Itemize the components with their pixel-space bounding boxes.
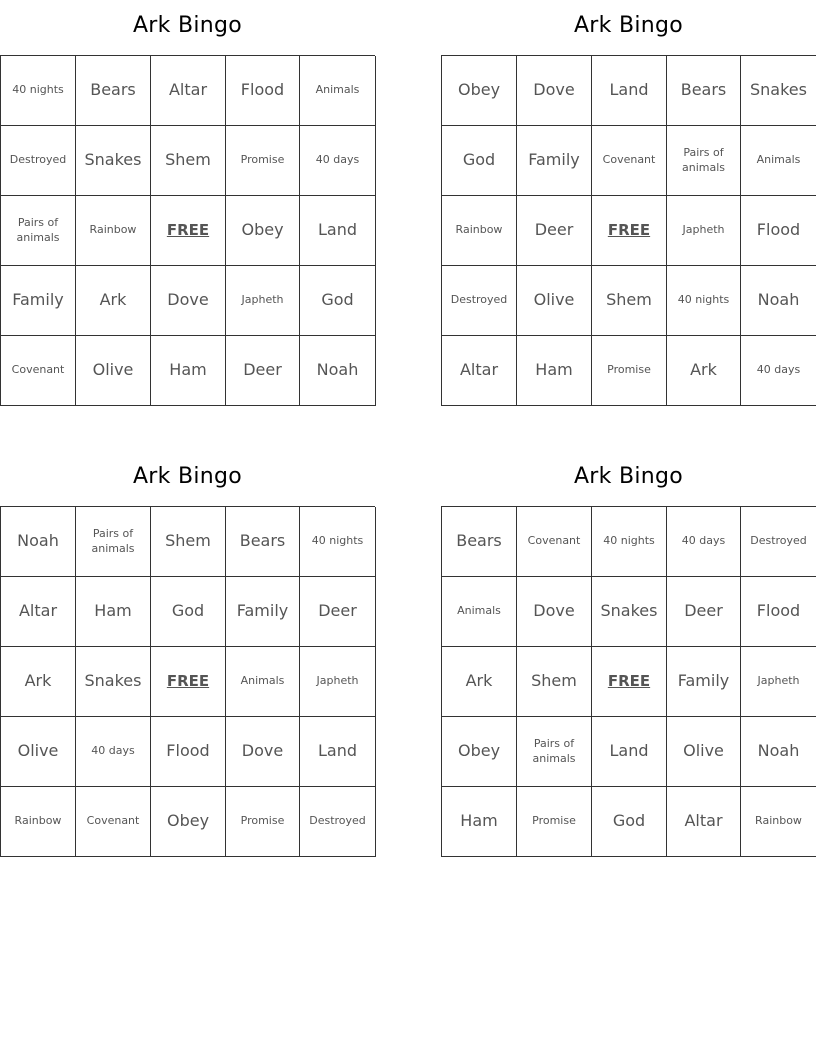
bingo-cell: Bears (442, 507, 517, 577)
bingo-cell: Ark (667, 336, 741, 406)
card-title: Ark Bingo (132, 464, 243, 489)
bingo-cell: Dove (517, 577, 592, 647)
bingo-cell: Animals (442, 577, 517, 647)
bingo-cell: Olive (667, 717, 741, 787)
bingo-cell: Altar (667, 787, 741, 857)
free-space-cell: FREE (592, 196, 667, 266)
bingo-cell: Deer (517, 196, 592, 266)
bingo-cell: Rainbow (442, 196, 517, 266)
bingo-cell: Flood (151, 717, 226, 787)
bingo-cell: Animals (226, 647, 300, 717)
bingo-cell: Olive (76, 336, 151, 406)
bingo-cell: Land (592, 56, 667, 126)
bingo-cell: 40 nights (592, 507, 667, 577)
bingo-cell: Destroyed (1, 126, 76, 196)
bingo-cell: 40 days (300, 126, 376, 196)
bingo-cell: God (151, 577, 226, 647)
free-space-cell: FREE (592, 647, 667, 717)
bingo-cell: Olive (517, 266, 592, 336)
bingo-cell: Shem (592, 266, 667, 336)
bingo-cell: Rainbow (741, 787, 816, 857)
bingo-cell: Flood (226, 56, 300, 126)
bingo-cell: 40 days (741, 336, 816, 406)
bingo-grid (0, 55, 375, 406)
bingo-cell: Pairs of animals (1, 196, 76, 266)
bingo-cell: Destroyed (300, 787, 376, 857)
bingo-cell: Rainbow (76, 196, 151, 266)
bingo-cell: God (592, 787, 667, 857)
card-title: Ark Bingo (573, 13, 684, 38)
bingo-cell: Pairs of animals (76, 507, 151, 577)
bingo-cell: 40 days (667, 507, 741, 577)
bingo-cell: Olive (1, 717, 76, 787)
bingo-cell: Covenant (592, 126, 667, 196)
card-title: Ark Bingo (573, 464, 684, 489)
bingo-cell: Dove (226, 717, 300, 787)
bingo-cell: Dove (151, 266, 226, 336)
bingo-cell: Covenant (76, 787, 151, 857)
bingo-cell: Destroyed (442, 266, 517, 336)
bingo-cell: Family (667, 647, 741, 717)
bingo-cell: 40 days (76, 717, 151, 787)
bingo-cell: Snakes (76, 647, 151, 717)
bingo-cell: 40 nights (667, 266, 741, 336)
bingo-cell: Ham (151, 336, 226, 406)
bingo-cell: Animals (741, 126, 816, 196)
bingo-cell: Ham (76, 577, 151, 647)
bingo-cell: Shem (517, 647, 592, 717)
bingo-cell: Ham (517, 336, 592, 406)
bingo-grid (441, 506, 816, 857)
bingo-cell: Altar (442, 336, 517, 406)
bingo-cell: Animals (300, 56, 376, 126)
bingo-cell: Pairs of animals (667, 126, 741, 196)
bingo-cell: Japheth (667, 196, 741, 266)
bingo-cell: Obey (226, 196, 300, 266)
bingo-cell: Deer (667, 577, 741, 647)
bingo-cell: Snakes (741, 56, 816, 126)
bingo-cell: Altar (151, 56, 226, 126)
bingo-cell: Land (592, 717, 667, 787)
bingo-cell: Deer (226, 336, 300, 406)
free-space-cell: FREE (151, 196, 226, 266)
bingo-cell: Ark (1, 647, 76, 717)
bingo-cell: Bears (667, 56, 741, 126)
bingo-cell: Promise (226, 787, 300, 857)
bingo-cell: Promise (592, 336, 667, 406)
bingo-cell: Noah (1, 507, 76, 577)
bingo-cell: Deer (300, 577, 376, 647)
bingo-cell: Shem (151, 126, 226, 196)
bingo-cell: Obey (151, 787, 226, 857)
bingo-cell: Ark (442, 647, 517, 717)
bingo-cell: Bears (76, 56, 151, 126)
bingo-cell: God (442, 126, 517, 196)
bingo-cell: Ark (76, 266, 151, 336)
bingo-cell: Noah (300, 336, 376, 406)
bingo-cell: Family (1, 266, 76, 336)
bingo-cell: Japheth (741, 647, 816, 717)
bingo-cell: Japheth (226, 266, 300, 336)
bingo-cell: Bears (226, 507, 300, 577)
bingo-cell: Altar (1, 577, 76, 647)
bingo-cell: Shem (151, 507, 226, 577)
bingo-cell: Flood (741, 577, 816, 647)
bingo-cell: God (300, 266, 376, 336)
bingo-cell: Snakes (76, 126, 151, 196)
bingo-cell: 40 nights (300, 507, 376, 577)
bingo-cell: Covenant (1, 336, 76, 406)
bingo-cell: Obey (442, 717, 517, 787)
bingo-cell: Promise (226, 126, 300, 196)
bingo-cell: Family (517, 126, 592, 196)
bingo-cell: Noah (741, 717, 816, 787)
bingo-cell: Rainbow (1, 787, 76, 857)
bingo-cell: Pairs of animals (517, 717, 592, 787)
free-space-cell: FREE (151, 647, 226, 717)
bingo-cell: Flood (741, 196, 816, 266)
bingo-cell: Dove (517, 56, 592, 126)
bingo-cell: Ham (442, 787, 517, 857)
card-title: Ark Bingo (132, 13, 243, 38)
bingo-cell: Snakes (592, 577, 667, 647)
bingo-cell: Destroyed (741, 507, 816, 577)
bingo-grid (0, 506, 375, 857)
bingo-cell: Obey (442, 56, 517, 126)
bingo-grid (441, 55, 816, 406)
bingo-cell: Covenant (517, 507, 592, 577)
bingo-cell: 40 nights (1, 56, 76, 126)
bingo-cell: Land (300, 717, 376, 787)
bingo-cell: Promise (517, 787, 592, 857)
bingo-cell: Japheth (300, 647, 376, 717)
bingo-cell: Land (300, 196, 376, 266)
bingo-cell: Family (226, 577, 300, 647)
bingo-cell: Noah (741, 266, 816, 336)
